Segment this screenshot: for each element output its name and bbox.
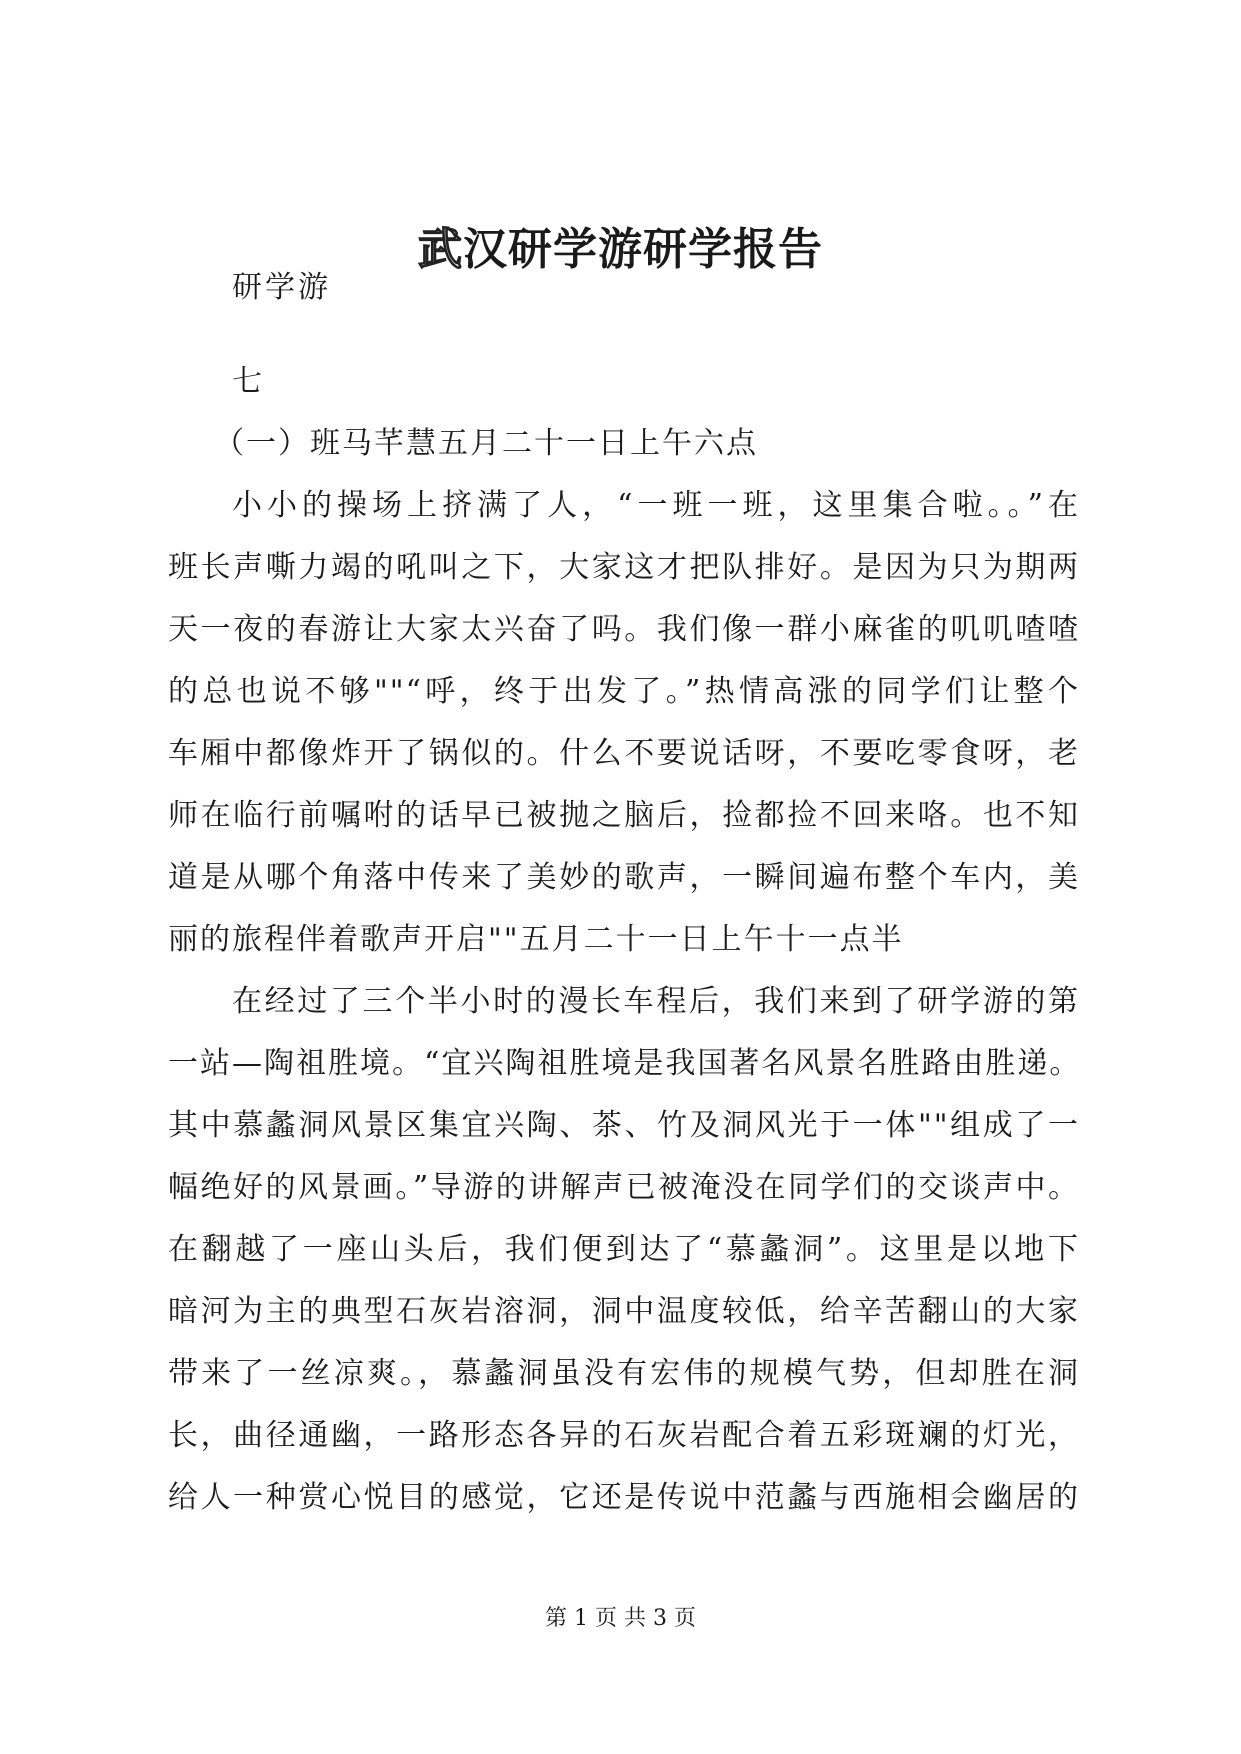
paragraph2-line: 一站—陶祖胜境。“宜兴陶祖胜境是我国著名风景名胜路由胜递。 (168, 1046, 1082, 1081)
paragraph1-line: 车厢中都像炸开了锅似的。什么不要说话呀，不要吃零食呀，老 (168, 736, 1080, 771)
document-title (0, 222, 1241, 278)
title-text: 汉研学游研学报告 (463, 224, 823, 275)
paragraph2-line: 暗河为主的典型石灰岩溶洞，洞中温度较低，给辛苦翻山的大家 (168, 1294, 1080, 1329)
subtitle-line: 七 (232, 364, 265, 399)
paragraph1-line: 的总也说不够""“呼，终于出发了。”热情高涨的同学们让整个 (168, 674, 1080, 709)
paragraph1-line: 师在临行前嘱咐的话早已被抛之脑后，捡都捡不回来咯。也不知 (168, 798, 1080, 833)
title-first-char: 武 (418, 224, 463, 275)
paragraph2-line: 在经过了三个半小时的漫长车程后，我们来到了研学游的第 (232, 984, 1080, 1019)
paragraph2-line: 在翻越了一座山头后，我们便到达了“慕蠡洞”。这里是以地下 (168, 1232, 1080, 1267)
paragraph1-line: 班长声嘶力竭的吼叫之下，大家这才把队排好。是因为只为期两 (168, 550, 1080, 585)
paragraph2-line: 幅绝好的风景画。”导游的讲解声已被淹没在同学们的交谈声中。 (168, 1170, 1080, 1205)
class-date-line: （一）班马芊慧五月二十一日上午六点 (214, 426, 758, 461)
paragraph2-line: 给人一种赏心悦目的感觉，它还是传说中范蠡与西施相会幽居的 (168, 1480, 1080, 1515)
subtitle-line: 研学游 (232, 270, 331, 305)
page-footer: 第 1 页 共 3 页 (545, 1606, 696, 1631)
paragraph1-line: 小小的操场上挤满了人，“一班一班，这里集合啦。。”在 (232, 488, 1080, 523)
paragraph1-line: 丽的旅程伴着歌声开启""五月二十一日上午十一点半 (168, 922, 904, 957)
paragraph2-line: 其中慕蠡洞风景区集宜兴陶、茶、竹及洞风光于一体""组成了一 (168, 1108, 1080, 1143)
paragraph1-line: 天一夜的春游让大家太兴奋了吗。我们像一群小麻雀的叽叽喳喳 (168, 612, 1080, 647)
paragraph2-line: 长，曲径通幽，一路形态各异的石灰岩配合着五彩斑斓的灯光， (168, 1418, 1080, 1453)
paragraph1-line: 道是从哪个角落中传来了美妙的歌声，一瞬间遍布整个车内，美 (168, 860, 1080, 895)
paragraph2-line: 带来了一丝凉爽。，慕蠡洞虽没有宏伟的规模气势，但却胜在洞 (168, 1356, 1080, 1391)
